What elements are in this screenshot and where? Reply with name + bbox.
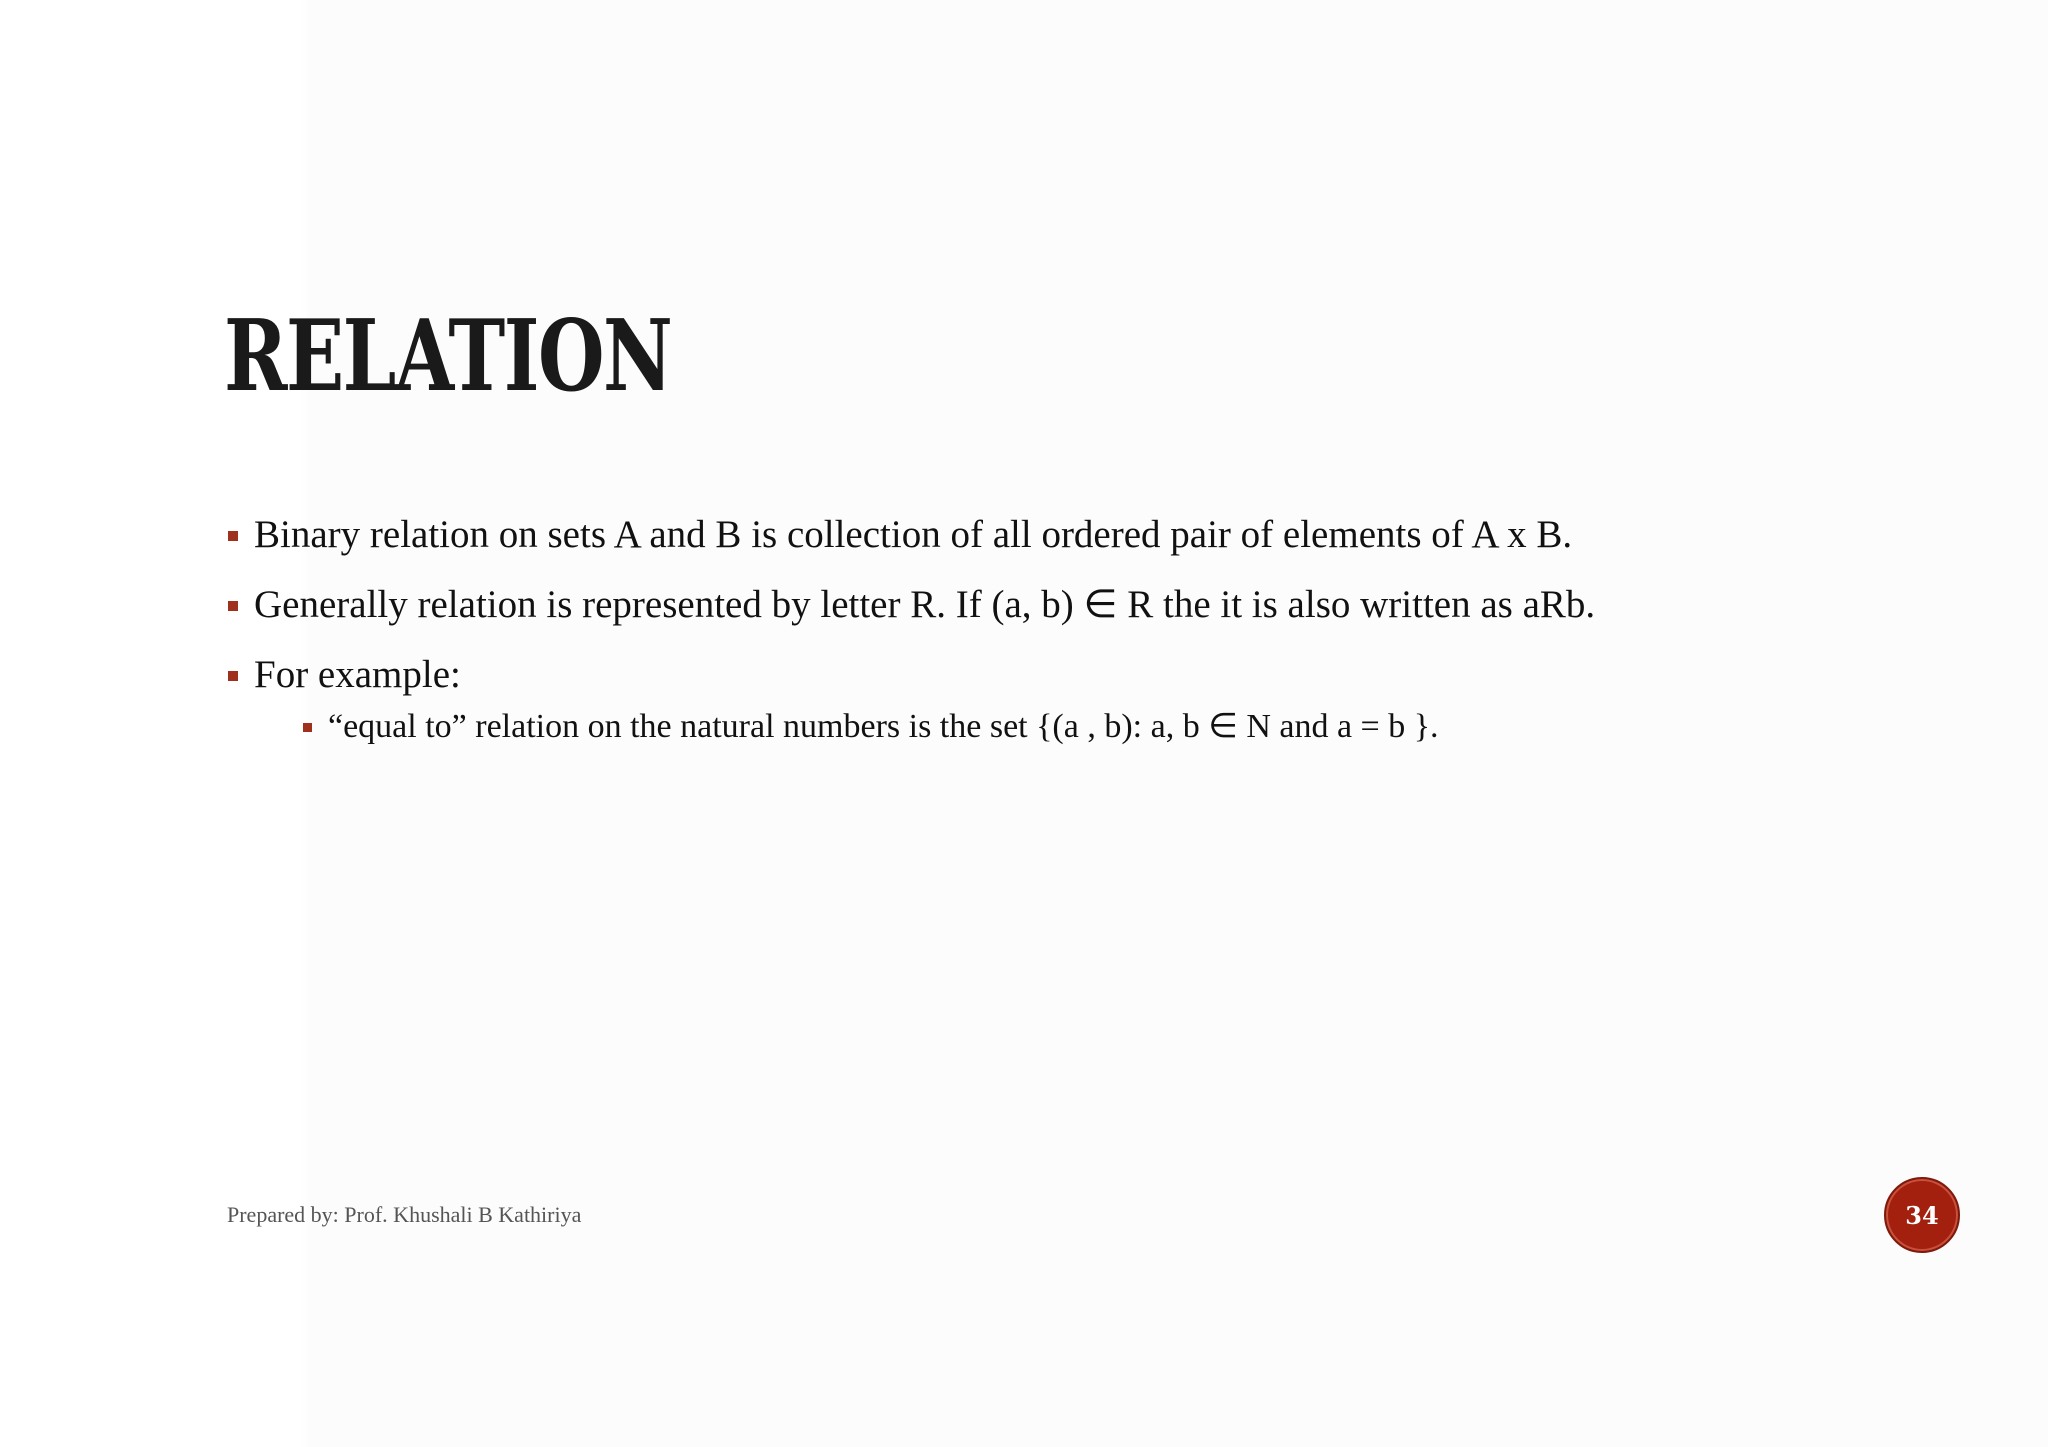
bullet-text: Binary relation on sets A and B is collection of all ordered pair of elements of A x B. [254, 513, 1573, 556]
square-bullet-icon [228, 531, 238, 541]
bullet-list [224, 512, 1826, 772]
sub-bullet-item [254, 706, 1826, 748]
square-bullet-icon [228, 671, 238, 681]
square-bullet-icon [228, 601, 238, 611]
slide-title: RELATION [224, 299, 672, 414]
page-number-badge [1884, 1177, 1960, 1253]
bullet-text: For example: [254, 653, 461, 696]
sub-bullet-list [254, 706, 1826, 748]
footer-credit: Prepared by: Prof. Khushali B Kathiriya [227, 1202, 582, 1227]
bullet-item [224, 652, 1826, 748]
bullet-item [224, 512, 1826, 558]
sub-bullet-text: “equal to” relation on the natural numbers is the set {(a , b): a, b ∈ N and a = b }. [328, 708, 1439, 745]
bullet-item [224, 582, 1826, 628]
bullet-text: Generally relation is represented by letter R. If (a, b) ∈ R the it is also written as aRb. [254, 583, 1596, 626]
square-bullet-icon [303, 723, 312, 732]
page-number: 34 [1905, 1200, 1939, 1230]
